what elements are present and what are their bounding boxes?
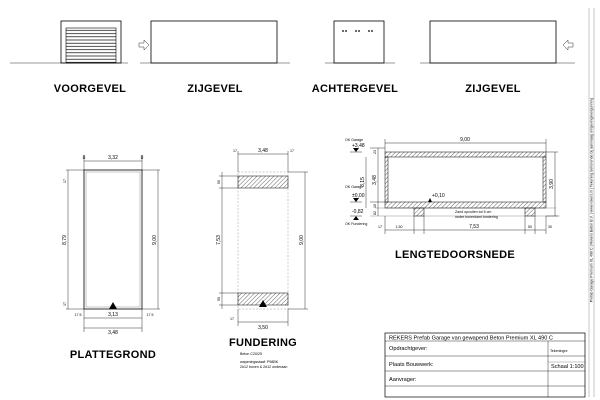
- fund-left-bottom: 50: [217, 297, 221, 301]
- plat-left-height: 8,79: [62, 235, 68, 245]
- fundering-outline: [238, 172, 288, 309]
- fundering-view: [219, 151, 308, 326]
- fund-bottom-small: 17: [230, 317, 234, 321]
- fund-left-top: 50: [217, 180, 221, 184]
- plattegrond-view: [66, 157, 160, 332]
- wall-right: [543, 157, 546, 202]
- level-marker-icon: [353, 216, 359, 220]
- ds-vloer-label: OK Garage: [345, 185, 364, 189]
- plat-top-left: 8: [82, 155, 86, 161]
- fund-bottom-width: 3,50: [258, 325, 268, 331]
- ds-bottom-c: 7,53: [469, 224, 479, 230]
- fund-note-1: Beton C20/25: [240, 352, 262, 356]
- title-opdrachtgever: Opdrachtgever:: [389, 346, 428, 352]
- arrow-right-icon: [139, 40, 149, 50]
- zijgevel-right-view: [420, 21, 575, 63]
- entrance-marker-icon: [109, 302, 117, 309]
- achtergevel-label: ACHTERGEVEL: [311, 83, 399, 95]
- ds-bottom-b: 1,50: [395, 225, 403, 229]
- fundering-beam-top: [238, 176, 288, 188]
- ds-note-1: Zand opvullen tot 5 cm: [455, 210, 492, 214]
- plat-left-bottom-small: 17: [63, 302, 67, 306]
- zijgevel-right-label: ZIJGEVEL: [465, 83, 521, 95]
- fund-right-height: 9,00: [299, 235, 305, 245]
- lengtedoorsnede-view: [350, 139, 560, 234]
- voorgevel-view: [10, 21, 128, 63]
- fund-top-left-small: 17: [233, 149, 237, 153]
- zijgevel-left-view: [139, 21, 290, 63]
- fundering-label: FUNDERING: [228, 337, 298, 349]
- plat-bottom-outer: 3,48: [108, 330, 118, 336]
- ds-fundering-label: OK Fundering: [345, 222, 368, 226]
- ds-left-inner: 3,15: [360, 177, 366, 187]
- lengtedoorsnede-label: LENGTEDOORSNEDE: [394, 249, 516, 261]
- ds-left-mid: 3,48: [372, 175, 378, 185]
- fund-note-2: wapeningsstaaf: P98BK: [240, 360, 279, 364]
- plattegrond-label: PLATTEGROND: [69, 349, 157, 361]
- fund-top-width: 3,48: [258, 148, 268, 154]
- zijgevel-right-outline: [430, 21, 556, 63]
- title-heading: REKERS Prefab Garage van gewapend Beton Premium XL 490 C: [389, 335, 553, 342]
- ds-top-width: 9,00: [460, 137, 470, 143]
- fund-top-right-small: 17: [290, 149, 294, 153]
- ds-bottom-e: 30: [548, 225, 552, 229]
- arrow-left-icon: [563, 40, 573, 50]
- roof-slab: [385, 152, 546, 157]
- ds-left-bottom: 10: [373, 204, 377, 208]
- achtergevel-view: [325, 21, 395, 63]
- voorgevel-label: VOORGEVEL: [53, 83, 127, 95]
- plattegrond-outer: [84, 170, 142, 309]
- wall-left: [385, 157, 388, 202]
- footing-right: [525, 208, 535, 216]
- footing-left: [414, 208, 424, 216]
- floor-slab: [385, 202, 546, 208]
- title-aanvrager: Aanvrager:: [389, 377, 417, 383]
- garage-door: [66, 28, 116, 63]
- zijgevel-left-label: ZIJGEVEL: [187, 83, 243, 95]
- fund-left-mid: 7,53: [216, 235, 222, 245]
- fund-note-3: 2#12 boven & 2#12 onderaan: [240, 365, 288, 369]
- plat-bottom-left-small: 17.5: [74, 313, 82, 317]
- plat-bottom-right-small: 17.5: [146, 313, 154, 317]
- achtergevel-outline: [334, 21, 384, 63]
- ds-left-top: 23: [373, 150, 377, 154]
- ds-left-fund: 82: [373, 211, 377, 215]
- ds-garage-level: +3,48: [352, 143, 365, 149]
- plat-top-right: 8: [140, 155, 144, 161]
- ds-fundering-level: -0,82: [352, 209, 364, 215]
- title-tekening: Tekeningnr.: [550, 349, 569, 353]
- plat-right-height: 9,00: [152, 235, 158, 245]
- ds-bottom-d: 50: [528, 225, 532, 229]
- side-strip-text: Prefab Garage Premium XL 490 C | Rekers Beton B.V. | www.rekers.nl | Tekening behorende bij aanvraag omgevingsvergunning: [589, 97, 594, 303]
- title-plaats: Plaats Bouwwerk:: [389, 362, 434, 368]
- ds-bottom-a: 17: [378, 225, 382, 229]
- plat-bottom-inner: 3,13: [108, 312, 118, 318]
- title-schaal: Schaal 1:100: [551, 364, 584, 370]
- plat-left-top-small: 17: [63, 179, 67, 183]
- ds-garage-label: OK Garage: [345, 138, 364, 142]
- ds-right-height: 3,90: [549, 179, 555, 189]
- plat-top-width: 3,32: [108, 155, 118, 161]
- ds-note-2: onder bovenkant fundering: [455, 215, 498, 219]
- ds-vloer-level: ±0,00: [352, 193, 365, 199]
- zijgevel-left-outline: [151, 21, 277, 63]
- ds-floor-level: +0,10: [432, 193, 445, 199]
